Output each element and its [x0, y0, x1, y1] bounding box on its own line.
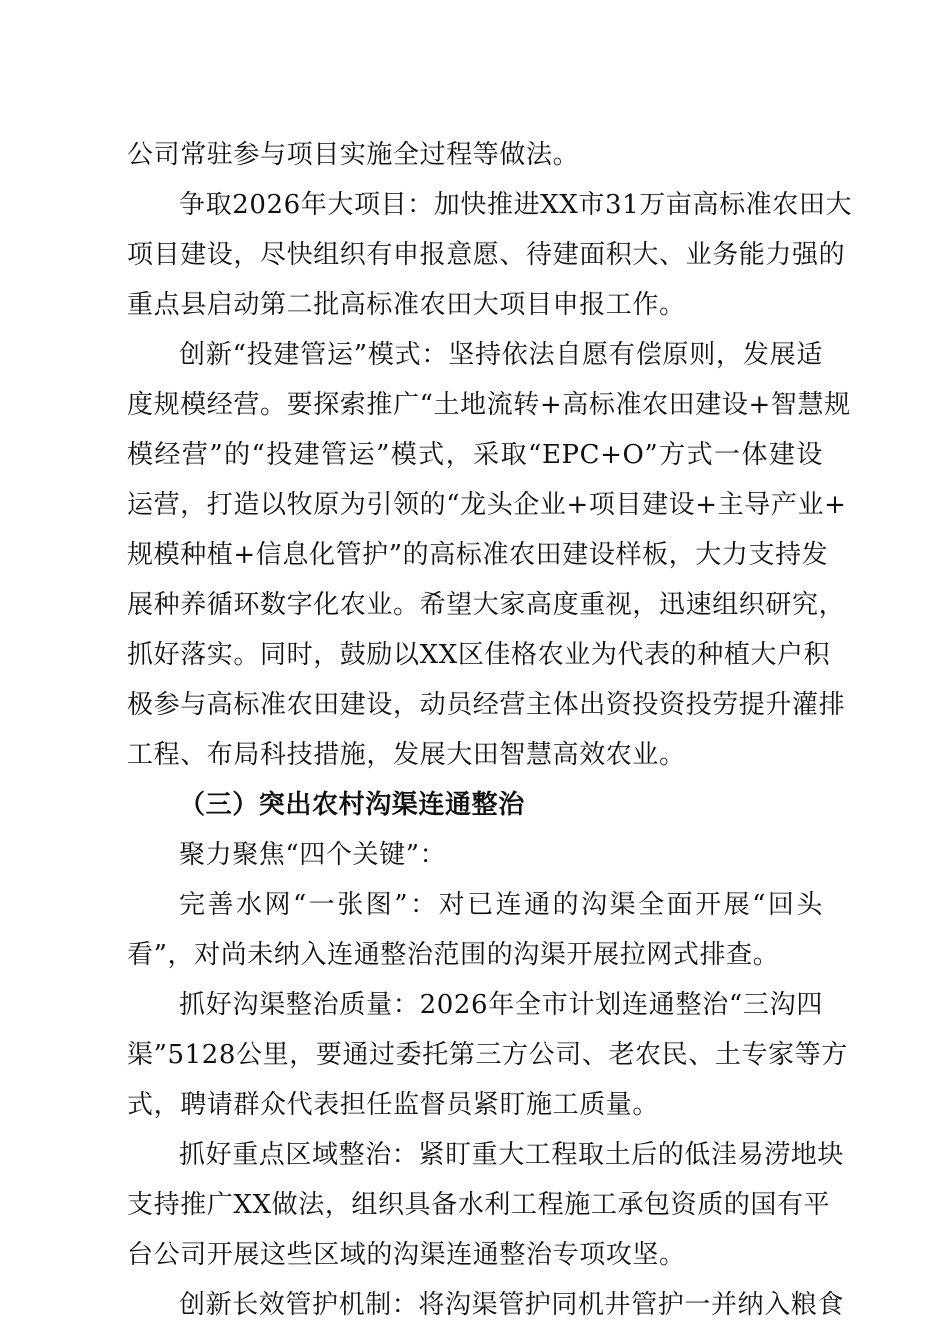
- paragraph-first-line: 完善水网“一张图”：对已连通的沟渠全面开展“回头: [179, 890, 823, 920]
- paragraph-first-line: 抓好重点区域整治：紧盯重大工程取土后的低洼易涝地块: [179, 1140, 845, 1170]
- paragraph-first-line: 聚力聚焦“四个关键”：: [179, 840, 447, 870]
- body-line: 式，聘请群众代表担任监督员紧盯施工质量。: [127, 1090, 660, 1120]
- document-body: [127, 130, 853, 1330]
- paragraph-first-line: 抓好沟渠整治质量：2026年全市计划连通整治“三沟四: [179, 990, 823, 1020]
- body-line: 度规模经营。要探索推广“土地流转+高标准农田建设+智慧规: [127, 390, 851, 420]
- body-line: 支持推广XX做法，组织具备水利工程施工承包资质的国有平: [127, 1190, 831, 1220]
- body-line: 模经营”的“投建管运”模式，采取“EPC+O”方式一体建设: [127, 440, 823, 470]
- body-line: 运营，打造以牧原为引领的“龙头企业+项目建设+主导产业+: [127, 490, 847, 520]
- body-line: 展种养循环数字化农业。希望大家高度重视，迅速组织研究，: [127, 590, 846, 620]
- body-line: 极参与高标准农田建设，动员经营主体出资投资投劳提升灌排: [127, 690, 846, 720]
- body-line: 公司常驻参与项目实施全过程等做法。: [127, 140, 580, 170]
- paragraph-first-line: 创新长效管护机制：将沟渠管护同机井管护一并纳入粮食: [179, 1290, 845, 1320]
- body-line: 看”，对尚未纳入连通整治范围的沟渠开展拉网式排查。: [127, 940, 780, 970]
- section-heading: （三）突出农村沟渠连通整治: [179, 790, 525, 820]
- paragraph-first-line: 争取2026年大项目：加快推进XX市31万亩高标准农田大: [179, 190, 853, 220]
- body-line: 工程、布局科技措施，发展大田智慧高效农业。: [127, 740, 686, 770]
- body-line: 台公司开展这些区域的沟渠连通整治专项攻坚。: [127, 1240, 686, 1270]
- body-line: 渠”5128公里，要通过委托第三方公司、老农民、土专家等方: [127, 1040, 848, 1070]
- body-line: 重点县启动第二批高标准农田大项目申报工作。: [127, 290, 686, 320]
- body-line: 规模种植+信息化管护”的高标准农田建设样板，大力支持发: [127, 540, 829, 570]
- body-line: 项目建设，尽快组织有申报意愿、待建面积大、业务能力强的: [127, 240, 846, 270]
- body-line: 抓好落实。同时，鼓励以XX区佳格农业为代表的种植大户积: [127, 640, 831, 670]
- paragraph-first-line: 创新“投建管运”模式：坚持依法自愿有偿原则，发展适: [179, 340, 823, 370]
